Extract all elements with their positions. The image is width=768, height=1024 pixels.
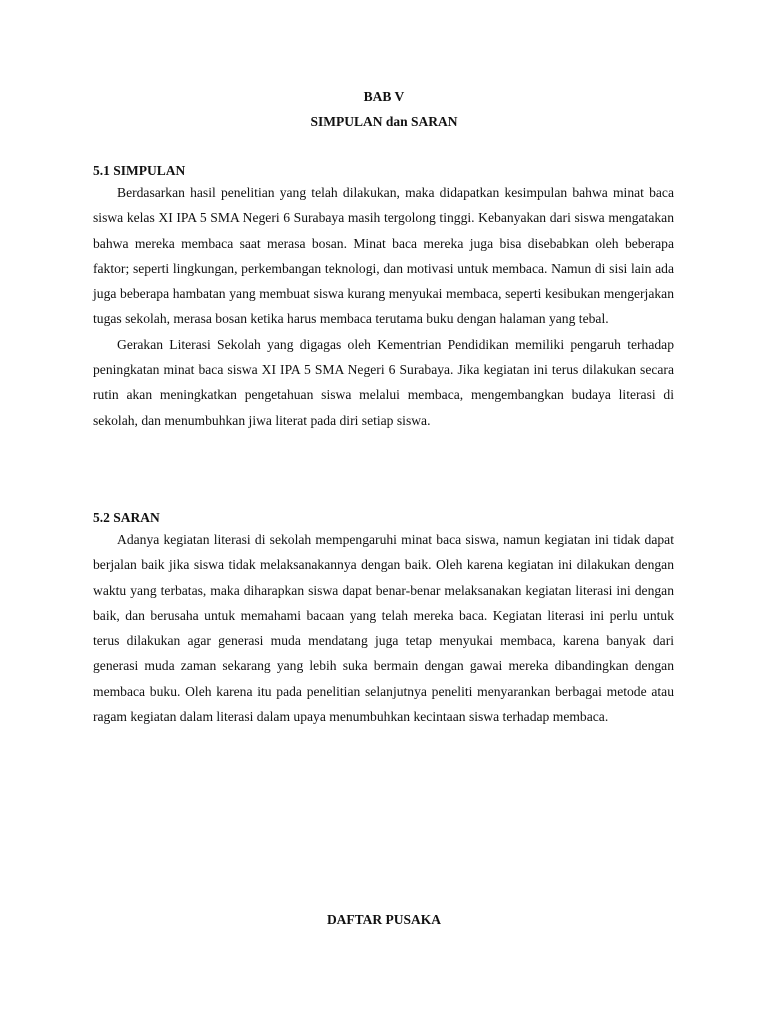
paragraph: Berdasarkan hasil penelitian yang telah dilakukan, maka didapatkan kesimpulan bahwa minat baca siswa kelas XI IPA 5 SMA Negeri 6 Surabaya masih tergolong tinggi. Kebanyakan dari siswa mengatakan bahwa mereka membaca saat merasa bosan. Minat baca mereka juga bisa disebabkan oleh beberapa faktor; seperti lingkungan, perkembangan teknologi, dan motivasi untuk membaca. Namun di sisi lain ada juga beberapa hambatan yang membuat siswa kurang menyukai membaca, seperti kesibukan mengerjakan tugas sekolah, merasa bosan ketika harus membaca terutama buku dengan halaman yang tebal.	[93, 185, 674, 327]
paragraph: Gerakan Literasi Sekolah yang digagas oleh Kementrian Pendidikan memiliki pengaruh terhadap peningkatan minat baca siswa XI IPA 5 SMA Negeri 6 Surabaya. Jika kegiatan ini terus dilakukan secara rutin akan meningkatkan pengetahuan siswa melalui membaca, mengembangkan budaya literasi di sekolah, dan menumbuhkan jiwa literat pada diri setiap siswa.	[93, 336, 674, 428]
section-heading: 5.1 SIMPULAN	[93, 163, 186, 178]
section-saran	[93, 509, 674, 729]
daftar-pustaka-heading: DAFTAR PUSAKA	[326, 912, 442, 927]
section-simpulan	[93, 162, 674, 433]
paragraph: Adanya kegiatan literasi di sekolah mempengaruhi minat baca siswa, namun kegiatan ini tidak dapat berjalan baik jika siswa tidak melaksanakannya dengan baik. Oleh karena kegiatan ini dilakukan dengan waktu yang terbatas, maka diharapkan siswa dapat benar-benar melaksanakan kegiatan literasi ini dengan baik, dan berusaha untuk memahami bacaan yang telah mereka baca. Kegiatan literasi ini perlu untuk terus dilakukan agar generasi muda mendatang juga tetap menyukai membaca, karena banyak dari generasi muda zaman sekarang yang lebih suka bermain dengan gawai mereka dibandingkan dengan membaca buku. Oleh karena itu pada penelitian selanjutnya peneliti menyarankan berbagai metode atau ragam kegiatan dalam literasi dalam upaya menumbuhkan kecintaan siswa terhadap membaca.	[93, 532, 674, 725]
chapter-number: BAB V	[363, 89, 405, 104]
section-heading: 5.2 SARAN	[93, 510, 160, 525]
chapter-title: SIMPULAN dan SARAN	[310, 114, 458, 129]
